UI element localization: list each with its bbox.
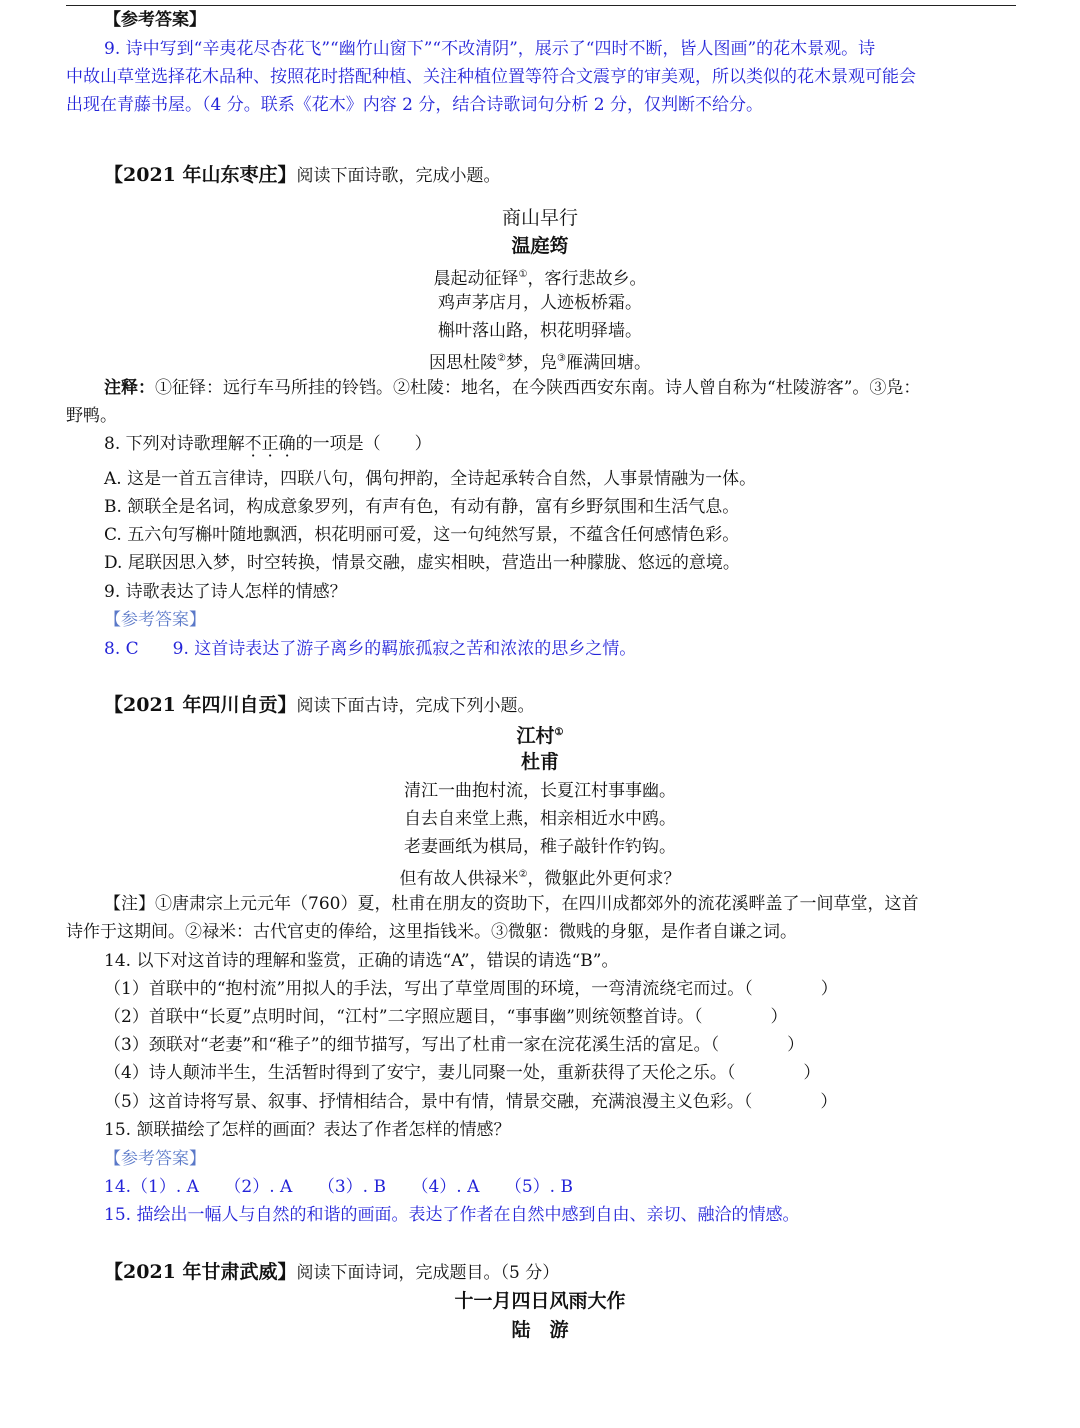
footnote-marker: ① <box>554 727 564 738</box>
footnote-marker: ② <box>497 353 506 364</box>
footnote-marker: ③ <box>557 353 566 364</box>
source-heading-zigong <box>104 695 535 716</box>
poem-verse-1 <box>0 265 1080 289</box>
option-c: C. 五六句写槲叶随地飘洒，枳花明丽可爱，这一句纯然写景，不蕴含任何感情色彩。 <box>104 525 740 545</box>
notes-line-1: 【注】①唐肃宗上元元年（760）夏，杜甫在朋友的资助下，在四川成都郊外的流花溪畔盖了一间草堂，这首 <box>104 894 919 914</box>
poem-verse-4 <box>0 865 1080 889</box>
emphasis-char: 正 <box>261 434 279 454</box>
question-14: 14. 以下对这首诗的理解和鉴赏，正确的请选“A”，错误的请选“B”。 <box>104 951 619 971</box>
poem-verse-4 <box>0 349 1080 373</box>
instruction: 阅读下面古诗，完成下列小题。 <box>296 696 535 716</box>
source-label: 【2021 年甘肃武威】 <box>104 1261 297 1283</box>
poem-verse-3: 槲叶落山路，枳花明驿墙。 <box>438 321 642 341</box>
notes-line-1 <box>104 378 920 398</box>
poem-verse-2: 鸡声茅店月，人迹板桥霜。 <box>438 293 642 313</box>
poem-title-text: 江村 <box>516 725 555 747</box>
answer-15: 15. 描绘出一幅人与自然的和谐的画面。表达了作者在自然中感到自由、亲切、融洽的情感。 <box>104 1205 800 1225</box>
answer-2: 8. C 9. 这首诗表达了游子离乡的羁旅孤寂之苦和浓浓的思乡之情。 <box>104 639 637 659</box>
item-1: （1）首联中的“抱村流”用拟人的手法，写出了草堂周围的环境，一弯清流绕宅而过。（ ） <box>104 979 838 999</box>
poem-author: 温庭筠 <box>511 235 569 257</box>
question-8 <box>104 434 432 454</box>
notes-line-2: 野鸭。 <box>66 406 117 426</box>
option-d: D. 尾联因思入梦，时空转换，情景交融，虚实相映，营造出一种朦胧、悠远的意境。 <box>104 553 740 573</box>
note-text: ①征铎：远行车马所挂的铃铛。②杜陵：地名，在今陕西西安东南。诗人曾自称为“杜陵游客”。③凫： <box>155 378 921 398</box>
item-2: （2）首联中“长夏”点明时间，“江村”二字照应题目，“事事幽”则统领整首诗。（ ） <box>104 1007 788 1027</box>
poem-verse-1: 清江一曲抱村流，长夏江村事事幽。 <box>404 781 676 801</box>
verse-text: 但有故人供禄米 <box>399 869 519 889</box>
poem-verse-3: 老妻画纸为棋局，稚子敲针作钓钩。 <box>404 837 676 857</box>
answer-header-3: 【参考答案】 <box>104 1149 206 1169</box>
item-4: （4）诗人颠沛半生，生活暂时得到了安宁，妻儿同聚一处，重新获得了天伦之乐。（ ） <box>104 1063 821 1083</box>
verse-text: 因思杜陵 <box>429 353 498 373</box>
note-label: 注释： <box>104 378 155 398</box>
answer-header-2: 【参考答案】 <box>104 610 206 630</box>
poem-title <box>0 723 1080 746</box>
poem-title: 十一月四日风雨大作 <box>454 1290 626 1312</box>
item-3: （3）颈联对“老妻”和“稚子”的细节描写，写出了杜甫一家在浣花溪生活的富足。（ ） <box>104 1035 805 1055</box>
poem-author: 杜甫 <box>520 751 559 773</box>
source-heading-zaozhuang <box>104 165 501 186</box>
answer-line-3: 出现在青藤书屋。（4 分。联系《花木》内容 2 分，结合诗歌词句分析 2 分，仅判断不给分。 <box>66 95 763 115</box>
question-9: 9. 诗歌表达了诗人怎样的情感？ <box>104 582 347 602</box>
verse-text: 梦，凫 <box>506 353 557 373</box>
poem-title: 商山早行 <box>501 207 578 229</box>
instruction: 阅读下面诗词，完成题目。（5 分） <box>296 1263 560 1283</box>
source-label: 【2021 年四川自贡】 <box>104 694 297 716</box>
source-label: 【2021 年山东枣庄】 <box>104 164 297 186</box>
poem-verse-2: 自去自来堂上燕，相亲相近水中鸥。 <box>404 809 676 829</box>
answer-line-2: 中故山草堂选择花木品种、按照花时搭配种植、关注种植位置等符合文震亨的审美观，所以类似的花木景观可能会 <box>66 67 916 87</box>
option-b: B. 颔联全是名词，构成意象罗列，有声有色，有动有静，富有乡野氛围和生活气息。 <box>104 497 740 517</box>
option-a: A. 这是一首五言律诗，四联八句，偶句押韵，全诗起承转合自然，人事景情融为一体。 <box>104 469 757 489</box>
top-rule <box>66 5 1016 6</box>
notes-line-2: 诗作于这期间。②禄米：古代官吏的俸给，这里指钱米。③微躯：微贱的身躯，是作者自谦之词。 <box>66 922 797 942</box>
answer-line-1: 9. 诗中写到“辛夷花尽杏花飞”“幽竹山窗下”“不改清阴”，展示了“四时不断，皆人图画”的花木景观。诗 <box>104 39 876 59</box>
instruction: 阅读下面诗歌，完成小题。 <box>296 166 501 186</box>
verse-text: 晨起动征铎 <box>433 269 519 289</box>
poem-author: 陆 游 <box>511 1319 569 1341</box>
question-text: 8. 下列对诗歌理解 <box>104 434 245 454</box>
verse-text: ，客行悲故乡。 <box>527 269 647 289</box>
question-15: 15. 颔联描绘了怎样的画面？表达了作者怎样的情感？ <box>104 1120 511 1140</box>
footnote-marker: ② <box>518 869 528 880</box>
question-text: 的一项是（ ） <box>295 434 432 454</box>
verse-text: ，微躯此外更何求？ <box>527 869 681 889</box>
answer-14: 14.（1）. A （2）. A （3）. B （4）. A （5）. B <box>104 1177 573 1197</box>
emphasis-char: 确 <box>278 434 296 454</box>
item-5: （5）这首诗将写景、叙事、抒情相结合，景中有情，情景交融，充满浪漫主义色彩。（ ） <box>104 1092 838 1112</box>
source-heading-wuwei <box>104 1262 559 1283</box>
footnote-marker: ① <box>518 269 528 280</box>
emphasis-char: 不 <box>244 434 262 454</box>
answer-header-1: 【参考答案】 <box>104 10 206 30</box>
verse-text: 雁满回塘。 <box>565 353 651 373</box>
